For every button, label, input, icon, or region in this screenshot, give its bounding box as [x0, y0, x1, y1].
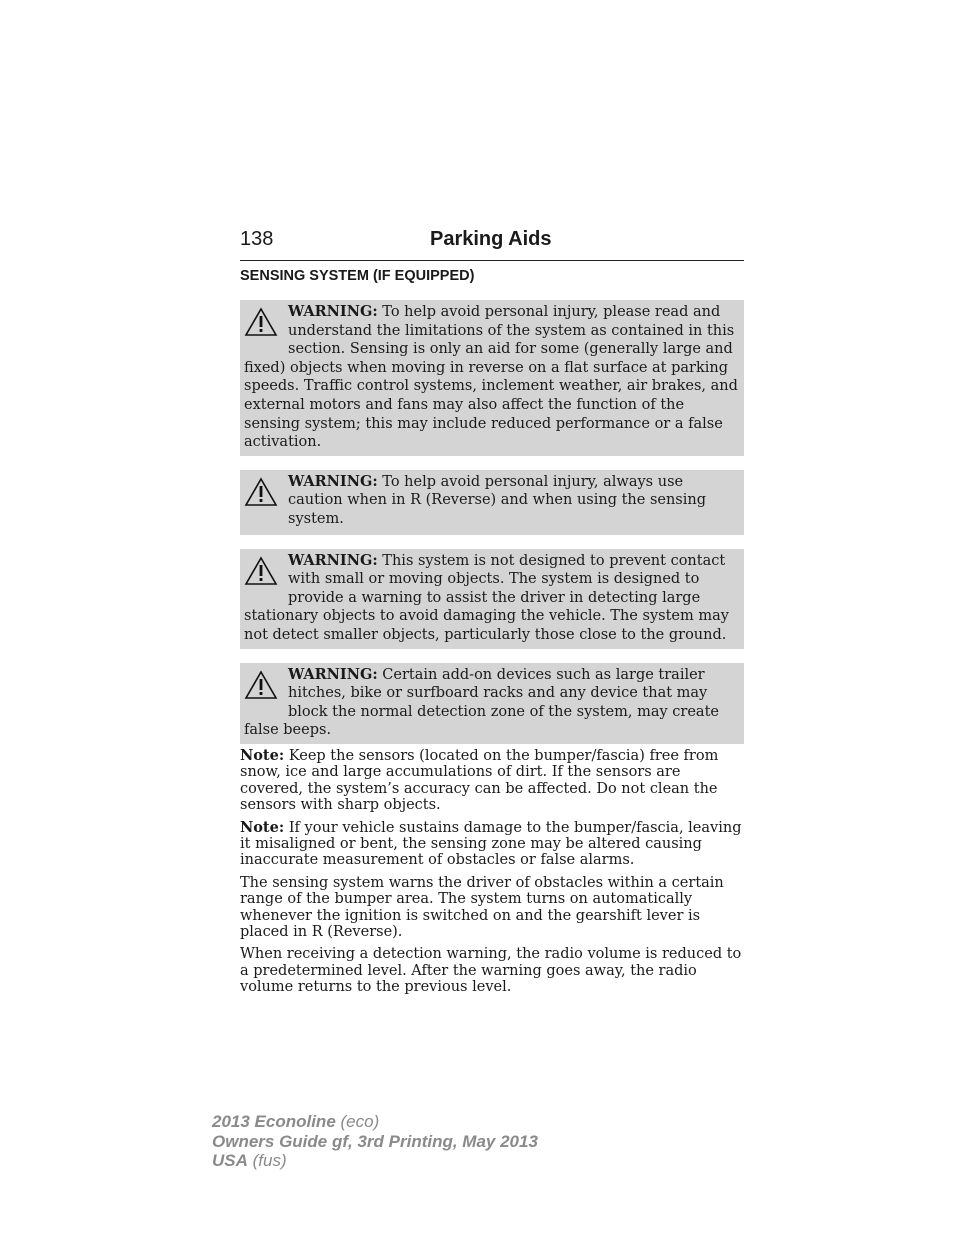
section-title: SENSING SYSTEM (IF EQUIPPED): [240, 268, 475, 284]
warning-label: WARNING:: [288, 551, 378, 569]
warning-box: [240, 470, 744, 535]
body-paragraph: The sensing system warns the driver of obstacles within a certain range of the bumper area. The system turns on automatically whenever the ignition is switched on and the gearshift lever is placed in R (Reverse).: [240, 874, 724, 940]
warning-box: [240, 663, 744, 744]
document-footer: [212, 1112, 538, 1171]
warning-box: [240, 300, 744, 456]
warning-label: WARNING:: [288, 303, 378, 320]
page-number: 138: [240, 228, 274, 250]
warning-triangle-icon: [244, 307, 280, 341]
note-paragraph: [240, 820, 744, 869]
warning-label: WARNING:: [288, 472, 378, 490]
footer-line-model: 2013 Econoline (eco): [212, 1112, 380, 1131]
note-paragraph: [240, 748, 744, 814]
note-label: Note:: [240, 746, 285, 764]
warning-box: [240, 549, 744, 649]
warning-label: WARNING:: [288, 665, 378, 683]
warning-text: To help avoid personal injury, always use caution when in R (Reverse) and when using the sensing system.: [288, 473, 707, 527]
warning-text: Certain add-on devices such as large trailer hitches, bike or surfboard racks and any device that may block the normal detection zone of the system, may create false beeps.: [244, 666, 719, 739]
page-header: [240, 228, 744, 261]
chapter-title: Parking Aids: [430, 228, 552, 250]
body-paragraph: When receiving a detection warning, the radio volume is reduced to a predetermined level. After the warning goes away, the radio volume returns to the previous level.: [240, 946, 742, 996]
warning-text: This system is not designed to prevent contact with small or moving objects. The system is designed to provide a warning to assist the driver in detecting large stationary objects to avoid damaging the vehicle. The system may not detect smaller objects, particularly those close to the ground.: [244, 552, 729, 643]
warning-triangle-icon: [244, 477, 280, 511]
note-text: Keep the sensors (located on the bumper/fascia) free from snow, ice and large accumulations of dirt. If the sensors are covered, the system’s accuracy can be affected. Do not clean the sensors with sharp objects.: [240, 747, 719, 814]
note-text: If your vehicle sustains damage to the bumper/fascia, leaving it misaligned or bent, the sensing zone may be altered causing inaccurate measurement of obstacles or false alarms.: [240, 819, 742, 869]
note-label: Note:: [240, 818, 285, 836]
warning-triangle-icon: [244, 556, 280, 590]
page-content: [240, 228, 744, 1002]
footer-line-edition: Owners Guide gf, 3rd Printing, May 2013: [212, 1131, 538, 1151]
warning-triangle-icon: [244, 670, 280, 704]
footer-line-region: USA (fus): [212, 1151, 287, 1170]
warning-text: To help avoid personal injury, please read and understand the limitations of the system as contained in this section. Sensing is only an aid for some (generally large and fixed) objects when moving in reverse on a flat surface at parking speeds. Traffic control systems, inclement weather, air brakes, and external motors and fans may also affect the function of the sensing system; this may include reduced performance or a false activation.: [244, 304, 738, 451]
